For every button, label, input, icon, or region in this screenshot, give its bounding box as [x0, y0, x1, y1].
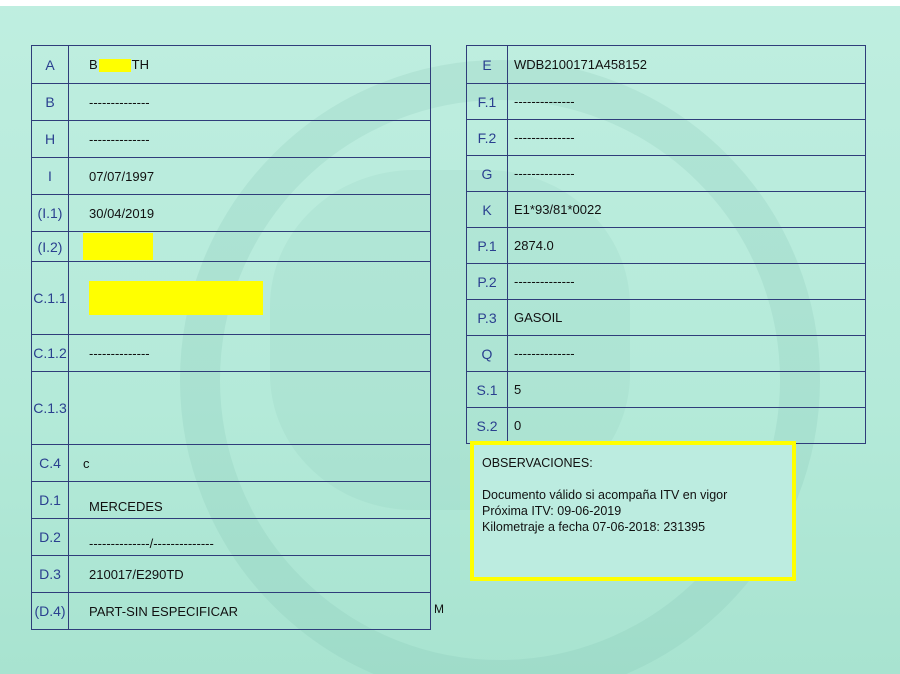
- field-value: [69, 372, 431, 445]
- field-row-p3: [467, 300, 866, 336]
- field-code: D.1: [32, 482, 69, 519]
- field-row-h: [32, 121, 431, 158]
- field-code: P.2: [467, 264, 508, 300]
- field-row-f1: [467, 84, 866, 120]
- field-code: P.3: [467, 300, 508, 336]
- field-row-a: [32, 46, 431, 84]
- redaction-mark: [89, 281, 263, 315]
- field-value: 5: [508, 372, 866, 408]
- field-row-d3: [32, 556, 431, 593]
- field-row-s2: [467, 408, 866, 444]
- left-fields-table: [31, 45, 431, 630]
- field-value: --------------: [69, 335, 431, 372]
- field-row-b: [32, 84, 431, 121]
- observations-line: Kilometraje a fecha 07-06-2018: 231395: [482, 520, 706, 534]
- field-row-c4: [32, 445, 431, 482]
- field-code: F.1: [467, 84, 508, 120]
- field-value: c: [69, 445, 431, 482]
- field-code: P.1: [467, 228, 508, 264]
- field-code: (I.1): [32, 195, 69, 232]
- field-code: A: [32, 46, 69, 84]
- field-row-d2: [32, 519, 431, 556]
- field-row-i1: [32, 195, 431, 232]
- field-value: WDB2100171A458152: [508, 46, 866, 84]
- field-code: E: [467, 46, 508, 84]
- field-code: K: [467, 192, 508, 228]
- field-row-c11: [32, 262, 431, 335]
- field-value: PART-SIN ESPECIFICAR: [69, 593, 431, 630]
- owner-name-end: TH: [131, 56, 150, 72]
- right-fields-table: [466, 45, 866, 444]
- field-code: (I.2): [32, 232, 69, 262]
- field-value: --------------: [508, 336, 866, 372]
- field-code: I: [32, 158, 69, 195]
- field-row-e: [467, 46, 866, 84]
- owner-name-start: B: [89, 56, 98, 72]
- field-value: --------------: [508, 120, 866, 156]
- field-row-d1: [32, 482, 431, 519]
- field-row-q: [467, 336, 866, 372]
- field-row-p2: [467, 264, 866, 300]
- field-value-i2: [69, 232, 431, 262]
- field-row-f2: [467, 120, 866, 156]
- field-code: Q: [467, 336, 508, 372]
- observations-title: OBSERVACIONES:: [482, 456, 593, 470]
- field-row-k: [467, 192, 866, 228]
- observations-line: Documento válido si acompaña ITV en vigor: [482, 488, 728, 502]
- field-value: --------------: [508, 264, 866, 300]
- field-value: 2874.0: [508, 228, 866, 264]
- field-value: --------------: [69, 121, 431, 158]
- field-value: GASOIL: [508, 300, 866, 336]
- field-row-d4: [32, 593, 431, 630]
- field-value: --------------: [69, 84, 431, 121]
- field-code: F.2: [467, 120, 508, 156]
- observations-box: [470, 441, 796, 581]
- field-row-s1: [467, 372, 866, 408]
- redaction-mark: [99, 59, 131, 72]
- field-row-c12: [32, 335, 431, 372]
- field-value: MERCEDES: [69, 482, 431, 519]
- field-row-g: [467, 156, 866, 192]
- field-value-a: [69, 46, 431, 84]
- margin-mark: M: [434, 602, 444, 616]
- field-value: 210017/E290TD: [69, 556, 431, 593]
- field-value: E1*93/81*0022: [508, 192, 866, 228]
- field-row-p1: [467, 228, 866, 264]
- field-code: S.2: [467, 408, 508, 444]
- field-code: (D.4): [32, 593, 69, 630]
- field-value-c11: [69, 262, 431, 335]
- redaction-mark: [83, 233, 153, 260]
- field-code: B: [32, 84, 69, 121]
- field-value: --------------/--------------: [69, 519, 431, 556]
- field-code: C.1.3: [32, 372, 69, 445]
- field-code: H: [32, 121, 69, 158]
- field-value: 07/07/1997: [69, 158, 431, 195]
- field-code: D.3: [32, 556, 69, 593]
- field-value: --------------: [508, 156, 866, 192]
- field-value: --------------: [508, 84, 866, 120]
- field-code: G: [467, 156, 508, 192]
- field-row-i2: [32, 232, 431, 262]
- field-row-c13: [32, 372, 431, 445]
- field-value: 30/04/2019: [69, 195, 431, 232]
- field-code: S.1: [467, 372, 508, 408]
- field-code: C.4: [32, 445, 69, 482]
- field-code: C.1.2: [32, 335, 69, 372]
- field-code: C.1.1: [32, 262, 69, 335]
- field-code: D.2: [32, 519, 69, 556]
- field-row-i: [32, 158, 431, 195]
- field-value: 0: [508, 408, 866, 444]
- observations-line: Próxima ITV: 09-06-2019: [482, 504, 622, 518]
